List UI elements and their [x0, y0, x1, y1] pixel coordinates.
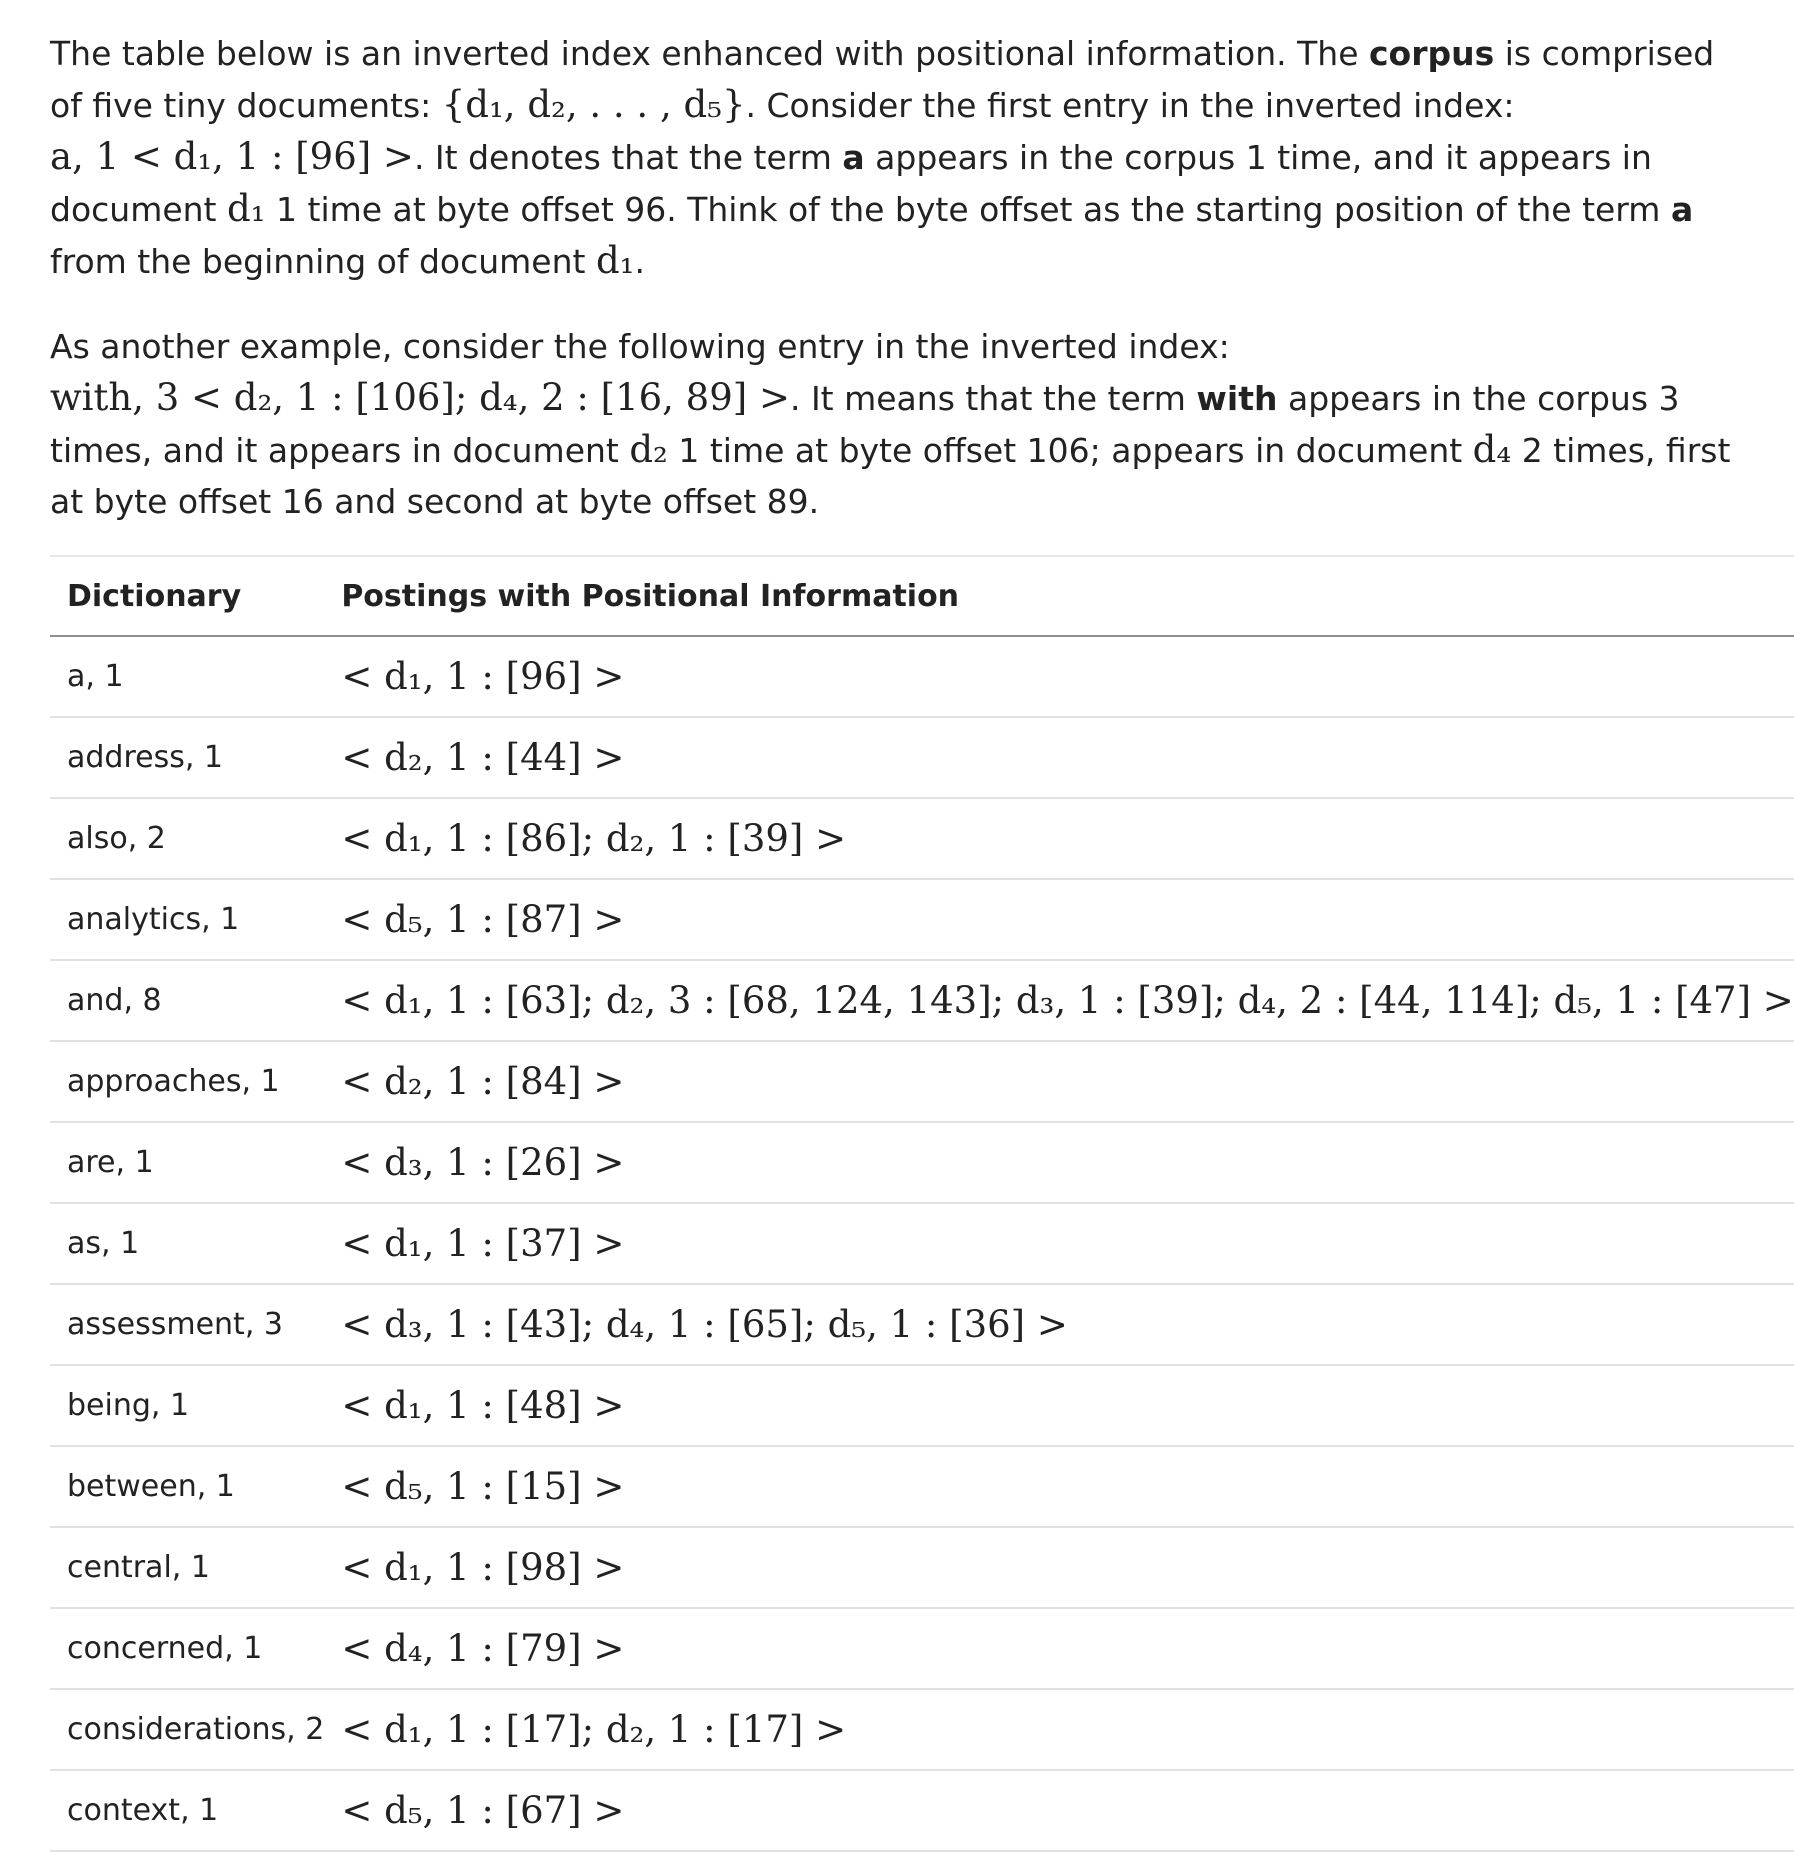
postings-list: < d₄, 1 : [79] >	[324, 1608, 1793, 1689]
dictionary-term: being, 1	[50, 1365, 324, 1446]
table-row	[50, 1446, 1794, 1527]
math-example-entry-a: a, 1 < d₁, 1 : [96] >	[50, 135, 414, 178]
text: 2 times, first	[1511, 431, 1731, 470]
intro-text	[50, 28, 1731, 527]
dictionary-term: context, 1	[50, 1770, 324, 1851]
dictionary-term: assessment, 3	[50, 1284, 324, 1365]
bold-term-corpus: corpus	[1369, 34, 1495, 73]
postings-list: < d₃, 1 : [26] >	[324, 1122, 1793, 1203]
dictionary-term: considerations, 2	[50, 1689, 324, 1770]
bold-term-a: a	[1670, 190, 1694, 229]
dictionary-term: approaches, 1	[50, 1041, 324, 1122]
bold-term-with: with	[1196, 379, 1278, 418]
postings-list: < d₁, 1 : [63]; d₂, 3 : [68, 124, 143]; d₃, 1 : [39]; d₄, 2 : [44, 114]; d₅, 1 : [47] >	[324, 960, 1793, 1041]
table-row	[50, 1770, 1794, 1851]
text: from the beginning of document	[50, 242, 596, 281]
table-row	[50, 717, 1794, 798]
dictionary-term: also, 2	[50, 798, 324, 879]
postings-list: < d₁, 1 : [96] >	[324, 636, 1793, 717]
text: . Consider the first entry in the inverted index:	[745, 86, 1515, 125]
postings-list: < d₂, 1 : [44] >	[324, 717, 1793, 798]
text: . It means that the term	[789, 379, 1197, 418]
postings-list: < d₂, 1 : [84] >	[324, 1041, 1793, 1122]
table-row	[50, 1689, 1794, 1770]
text: times, and it appears in document	[50, 431, 630, 470]
postings-list: < d₅, 1 : [87] >	[324, 879, 1793, 960]
dictionary-term: concerned, 1	[50, 1608, 324, 1689]
dictionary-term: are, 1	[50, 1122, 324, 1203]
dictionary-term: central, 1	[50, 1527, 324, 1608]
postings-list: < d₅, 1 : [15] >	[324, 1446, 1793, 1527]
table-row	[50, 1122, 1794, 1203]
dictionary-term: as, 1	[50, 1203, 324, 1284]
math-d1: d₁	[227, 187, 266, 230]
table-header-row	[50, 556, 1794, 636]
text: of five tiny documents:	[50, 86, 442, 125]
dictionary-term: address, 1	[50, 717, 324, 798]
dictionary-term: analytics, 1	[50, 879, 324, 960]
text: document	[50, 190, 227, 229]
table-row	[50, 1365, 1794, 1446]
math-example-entry-with: with, 3 < d₂, 1 : [106]; d₄, 2 : [16, 89] >	[50, 376, 790, 419]
postings-list: < d₁, 1 : [86]; d₂, 1 : [39] >	[324, 798, 1793, 879]
text: at byte offset 16 and second at byte offset 89.	[50, 482, 820, 521]
table-row	[50, 1608, 1794, 1689]
postings-list: < d₅, 1 : [67] >	[324, 1770, 1793, 1851]
math-document-set: {d₁, d₂, . . . , d₅}	[441, 83, 746, 126]
table-row	[50, 1284, 1794, 1365]
text: 1 time at byte offset 106; appears in document	[667, 431, 1473, 470]
postings-list: < d₁, 1 : [17]; d₂, 1 : [17] >	[324, 1689, 1793, 1770]
postings-list: < d₃, 1 : [43]; d₄, 1 : [65]; d₅, 1 : [36] >	[324, 1284, 1793, 1365]
postings-list: < d₁, 1 : [48] >	[324, 1365, 1793, 1446]
dictionary-term: a, 1	[50, 636, 324, 717]
text: appears in the corpus 3	[1277, 379, 1680, 418]
inverted-index-table	[50, 555, 1794, 1852]
table-row	[50, 960, 1794, 1041]
dictionary-term: and, 8	[50, 960, 324, 1041]
text: The table below is an inverted index enhanced with positional information. The	[50, 34, 1369, 73]
table-row	[50, 1527, 1794, 1608]
text: As another example, consider the following entry in the inverted index:	[50, 327, 1230, 366]
text: is comprised	[1494, 34, 1715, 73]
text: .	[634, 242, 645, 281]
math-d2: d₂	[629, 428, 668, 471]
bold-term-a: a	[842, 138, 865, 177]
intro-paragraph-2	[50, 321, 1731, 527]
intro-paragraph-1	[50, 28, 1715, 287]
dictionary-term: between, 1	[50, 1446, 324, 1527]
table-body	[50, 636, 1794, 1851]
text: 1 time at byte offset 96. Think of the byte offset as the starting position of the term	[265, 190, 1671, 229]
column-header-postings: Postings with Positional Information	[324, 556, 1793, 636]
postings-list: < d₁, 1 : [98] >	[324, 1527, 1793, 1608]
column-header-dictionary: Dictionary	[50, 556, 324, 636]
math-d4: d₄	[1472, 428, 1512, 471]
math-d1: d₁	[595, 239, 635, 282]
table-row	[50, 636, 1794, 717]
postings-list: < d₁, 1 : [37] >	[324, 1203, 1793, 1284]
table-row	[50, 798, 1794, 879]
text: . It denotes that the term	[413, 138, 843, 177]
table-row	[50, 879, 1794, 960]
table-row	[50, 1203, 1794, 1284]
table-row	[50, 1041, 1794, 1122]
text: appears in the corpus 1 time, and it appears in	[864, 138, 1652, 177]
